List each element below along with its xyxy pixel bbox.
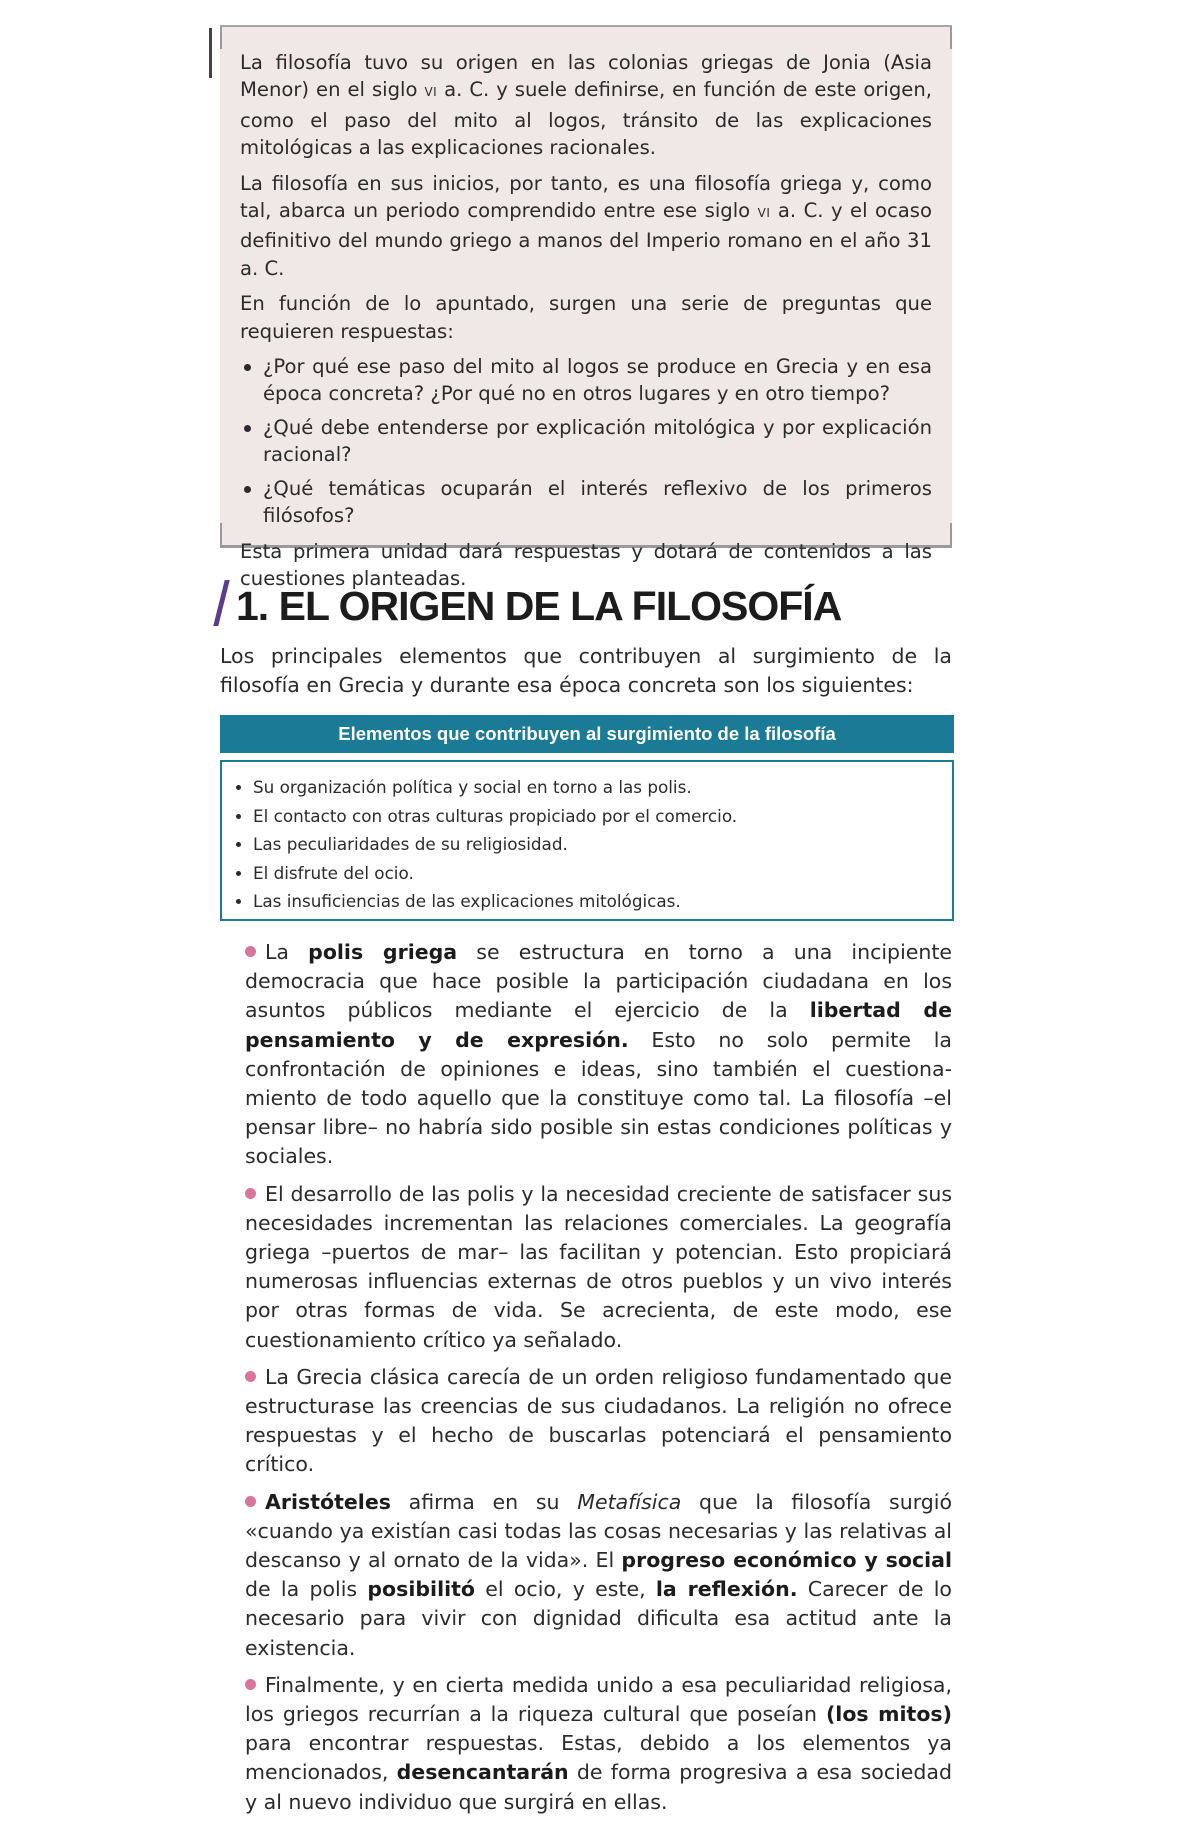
section-title <box>219 578 841 634</box>
point-religion: La Grecia clásica carecía de un orden religioso fundamentado que estructurase las creencias de sus ciudadanos. La religión no ofrece respuestas y el hecho de buscarlas potenciará el pensamiento crítico. <box>245 1364 952 1477</box>
table-item: El contacto con otras culturas propiciado por el comercio. <box>234 802 942 831</box>
list-item: ¿Qué debe entenderse por explicación mitológica y por explicación racional? <box>240 414 932 469</box>
intro-paragraph-4: Esta primera unidad dará respuestas y dotará de contenidos a las cuestiones planteadas. <box>240 539 932 590</box>
table-item: Las peculiaridades de su religiosidad. <box>234 830 942 859</box>
title-slash-icon <box>213 580 229 626</box>
intro-box <box>220 25 952 590</box>
margin-rule <box>209 28 212 78</box>
section-intro: Los principales elementos que contribuyen al surgimiento de la filosofía en Grecia y durante esa época concreta son los siguientes: <box>220 644 952 697</box>
questions-list <box>240 353 932 529</box>
table-item: Las insuficiencias de las explicaciones mitológicas. <box>234 887 942 916</box>
bullet-dot-icon <box>245 1679 256 1690</box>
point-commerce: El desarrollo de las polis y la necesidad creciente de satisfacer sus necesidades incrementan las relaciones comerciales. La geografía griega –puertos de mar– las facilitan y potencian. Esto propiciará numerosas influencias externas de otros pueblos y un vivo interés por otras formas de vida. Se acrecienta, de este modo, ese cuestionamiento crítico ya señalado. <box>245 1181 952 1352</box>
intro-paragraph-2: La filosofía en sus inicios, por tanto, es una filosofía griega y, como tal, abarca un periodo comprendido entre ese siglo VI a. C. y el ocaso definitivo del mundo griego a manos del Imperio romano en el año 31 a. C. <box>240 171 932 280</box>
table-header: Elementos que contribuyen al surgimiento de la filosofía <box>220 715 954 753</box>
intro-paragraph-3: En función de lo apuntado, surgen una serie de preguntas que requieren respuestas: <box>240 292 932 343</box>
table-body <box>220 760 954 921</box>
intro-paragraph-1: La filosofía tuvo su origen en las colonias griegas de Jonia (Asia Menor) en el siglo VI a. C. y suele definirse, en función de este origen, como el paso del mito al logos, tránsito de las explicaciones mitológicas a las explicaciones racionales. <box>240 51 932 160</box>
table-item: El disfrute del ocio. <box>234 859 942 888</box>
bullet-dot-icon <box>245 1371 256 1382</box>
bullet-dot-icon <box>245 946 256 957</box>
point-leisure: Aristóteles afirma en su Metafísica que la filosofía surgió «cuando ya existían casi todas las cosas necesarias y las relativas al descanso y al ornato de la vida». El progreso económico y social de la polis posibilitó el ocio, y este, la reflexión. Carecer de lo necesario para vivir con dignidad dificulta esa actitud ante la existencia. <box>245 1489 953 1660</box>
table-item: Su organización política y social en torno a las polis. <box>234 773 942 802</box>
list-item: ¿Qué temáticas ocuparán el interés reflexivo de los primeros filósofos? <box>240 475 932 530</box>
bullet-dot-icon <box>245 1496 256 1507</box>
century-numeral: VI <box>424 85 438 100</box>
bullet-dot-icon <box>245 1188 256 1199</box>
section-number: 1. <box>236 583 269 629</box>
point-polis: La polis griega se estructura en torno a una incipiente democracia que hace posible la participación ciudadana en los asuntos públicos mediante el ejercicio de la libertad de pensamiento y de expresión. Esto no solo permite la confrontación de opiniones e ideas, sino también el cuestionamiento de todo aquello que la constituye como tal. La filosofía –el pensar libre– no habría sido posible sin estas condiciones políticas y sociales. <box>245 940 953 1169</box>
list-item: ¿Por qué ese paso del mito al logos se produce en Grecia y en esa época concreta? ¿Por qué no en otros lugares y en otro tiempo? <box>240 353 932 408</box>
section-heading: EL ORIGEN DE LA FILOSOFÍA <box>278 583 842 629</box>
points-list <box>245 938 952 1825</box>
point-myths: Finalmente, y en cierta medida unido a esa peculiaridad religiosa, los griegos recurrían a la riqueza cultural que poseían (los mitos) para encontrar respuestas. Estas, debido a los elementos ya mencionados, desencantarán de forma progresiva a esa sociedad y al nuevo individuo que surgirá en ellas. <box>245 1672 952 1814</box>
century-numeral: VI <box>757 206 771 221</box>
